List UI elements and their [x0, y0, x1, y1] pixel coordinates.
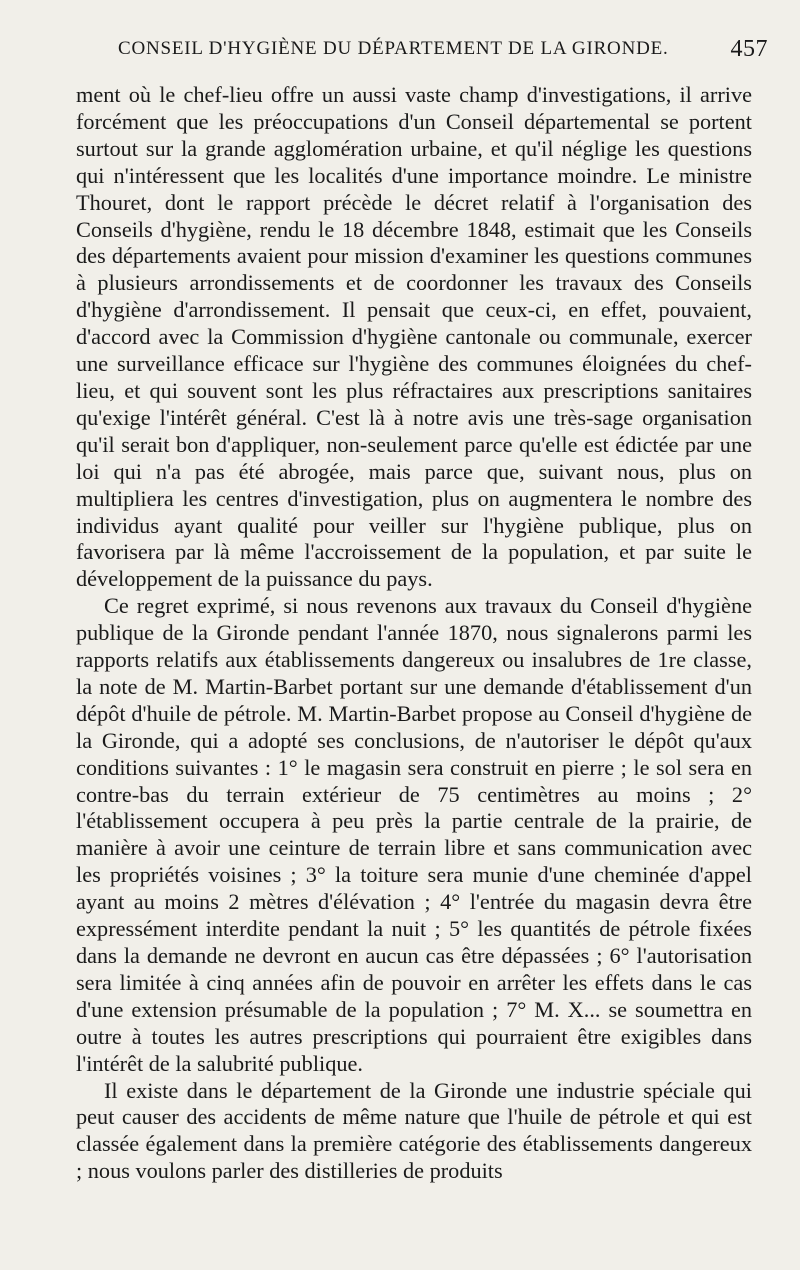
body-text	[76, 82, 752, 1185]
page-number: 457	[730, 36, 768, 62]
paragraph: Ce regret exprimé, si nous revenons aux travaux du Conseil d'hygiène publique de la Gironde pendant l'année 1870, nous signalerons parmi les rapports relatifs aux établissements dangereux ou insalubres de 1re classe, la note de M. Martin-Barbet portant sur une demande d'établissement d'un dépôt d'huile de pétrole. M. Martin-Barbet propose au Conseil d'hygiène de la Gironde, qui a adopté ses conclusions, de n'autoriser le dépôt qu'aux conditions suivantes : 1° le magasin sera construit en pierre ; le sol sera en contre-bas du terrain extérieur de 75 centimètres au moins ; 2° l'établissement occupera à peu près la partie centrale de la prairie, de manière à avoir une ceinture de terrain libre et sans communication avec les propriétés voisines ; 3° la toiture sera munie d'une cheminée d'appel ayant au moins 2 mètres d'élévation ; 4° l'entrée du magasin devra être expressément interdite pendant la nuit ; 5° les quantités de pétrole fixées dans la demande ne devront en aucun cas être dépassées ; 6° l'autorisation sera limitée à cinq années afin de pouvoir en arrêter les effets dans le cas d'une extension présumable de la population ; 7° M. X... se soumettra en outre à toutes les autres prescriptions qui pourraient être exigibles dans l'intérêt de la salubrité publique.	[76, 593, 752, 1076]
page-header	[118, 38, 768, 70]
paragraph: ment où le chef-lieu offre un aussi vaste champ d'investigations, il arrive forcément que les préoccupations d'un Conseil départemental se portent surtout sur la grande agglomération urbaine, et qu'il néglige les questions qui n'intéressent que les localités d'une importance moindre. Le ministre Thouret, dont le rapport précède le décret relatif à l'organisation des Conseils d'hygiène, rendu le 18 décembre 1848, estimait que les Conseils des départements avaient pour mission d'examiner les questions communes à plusieurs arrondissements et de coordonner les travaux des Conseils d'hygiène d'arrondissement. Il pensait que ceux-ci, en effet, pouvaient, d'accord avec la Commission d'hygiène cantonale ou communale, exercer une surveillance efficace sur l'hygiène des communes éloignées du chef-lieu, et qui souvent sont les plus réfractaires aux prescriptions sanitaires qu'exige l'intérêt général. C'est là à notre avis une très-sage organisation qu'il serait bon d'appliquer, non-seulement parce qu'elle est édictée par une loi qui n'a pas été abrogée, mais parce que, suivant nous, plus on multipliera les centres d'investigation, plus on augmentera le nombre des individus ayant qualité pour veiller sur l'hygiène publique, plus on favorisera par là même l'accroissement de la population, et par suite le développement de la puissance du pays.	[76, 82, 752, 592]
paragraph: Il existe dans le département de la Gironde une industrie spéciale qui peut causer des accidents de même nature que l'huile de pétrole et qui est classée également dans la première catégorie des établissements dangereux ; nous voulons parler des distilleries de produits	[76, 1077, 752, 1184]
running-title: CONSEIL D'HYGIÈNE DU DÉPARTEMENT DE LA GIRONDE.	[118, 38, 669, 59]
